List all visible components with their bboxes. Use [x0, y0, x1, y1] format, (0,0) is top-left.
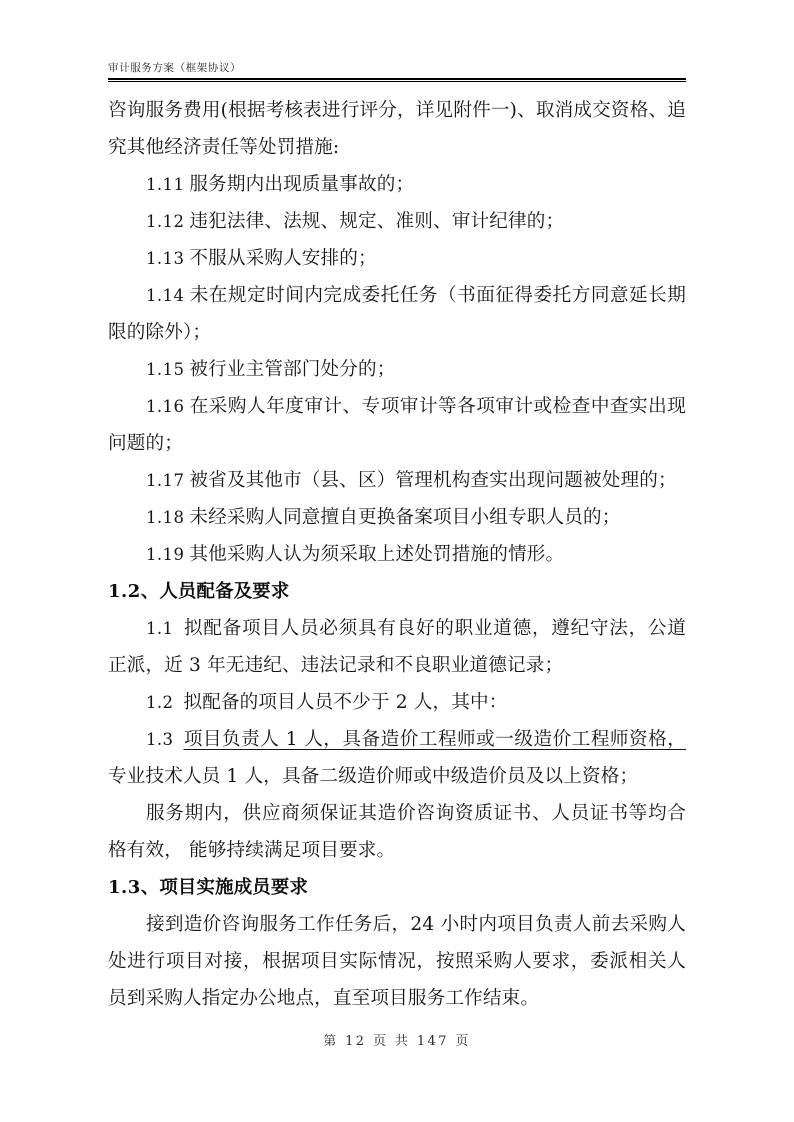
list-item-number: 1.3 [146, 730, 174, 749]
list-item-1-12 [108, 203, 686, 240]
list-item-number: 1.16 [146, 397, 185, 416]
list-item-number: 1.13 [146, 249, 185, 268]
list-item-1-15 [108, 351, 686, 388]
page-footer [0, 1030, 794, 1049]
list-item-1-17 [108, 462, 686, 499]
list-item-text: 未在规定时间内完成委托任务（书面征得委托方同意延长期限的除外）； [108, 285, 686, 343]
list-item-text: 服务期内出现质量事故的； [189, 174, 415, 195]
section-heading-number: 1.3、 [108, 877, 160, 898]
section-heading-1-3 [108, 869, 686, 906]
list-item-staffing-1-3 [108, 721, 686, 795]
list-item-text: 不服从采购人安排的； [189, 248, 377, 269]
section-heading-number: 1.2、 [108, 581, 160, 602]
list-item-staffing-1-1 [108, 610, 686, 684]
list-item-1-18 [108, 499, 686, 536]
list-item-1-16 [108, 388, 686, 462]
intro-paragraph: 咨询服务费用(根据考核表进行评分，详见附件一)、取消成交资格、追究其他经济责任等处罚措施: [108, 100, 686, 158]
list-item-1-19 [108, 536, 686, 573]
list-item-number: 1.14 [146, 286, 185, 305]
page-number-label: 第 12 页 共 147 页 [323, 1034, 471, 1049]
section-heading-title: 人员配备及要求 [159, 581, 290, 602]
implementation-paragraph: 接到造价咨询服务工作任务后，24 小时内项目负责人前去采购人处进行项目对接，根据项目实际情况，按照采购人要求，委派相关人员到采购人指定办公地点，直至项目服务工作结束。 [108, 914, 686, 1009]
list-item-underlined-text: 项目负责人 1 人，具备造价工程师或一级造价工程师资格， [183, 729, 686, 750]
list-item-number: 1.18 [146, 508, 185, 527]
list-item-staffing-1-2 [108, 684, 686, 721]
list-item-text: 专业技术人员 1 人，具备二级造价师或中级造价员及以上资格； [108, 766, 639, 787]
list-item-text: 拟配备的项目人员不少于 2 人，其中： [183, 692, 508, 713]
section-heading-title: 项目实施成员要求 [159, 877, 309, 898]
validity-paragraph: 服务期内，供应商须保证其造价咨询资质证书、人员证书等均合格有效， 能够持续满足项目要求。 [108, 803, 686, 861]
list-item-text: 被行业主管部门处分的； [189, 359, 396, 380]
list-item-text: 被省及其他市（县、区）管理机构查实出现问题被处理的； [189, 470, 677, 491]
list-item-text: 违犯法律、法规、规定、准则、审计纪律的； [189, 211, 565, 232]
list-item-text: 其他采购人认为须采取上述处罚措施的情形。 [189, 544, 565, 565]
list-item-1-11 [108, 166, 686, 203]
header-divider-rule [108, 78, 686, 82]
list-item-number: 1.12 [146, 212, 185, 231]
list-item-1-14 [108, 277, 686, 351]
list-item-number: 1.15 [146, 360, 185, 379]
list-item-number: 1.17 [146, 471, 185, 490]
list-item-1-13 [108, 240, 686, 277]
list-item-number: 1.1 [146, 619, 174, 638]
list-item-text: 未经采购人同意擅自更换备案项目小组专职人员的； [189, 507, 621, 528]
list-item-number: 1.11 [146, 175, 185, 194]
section-heading-1-2 [108, 573, 686, 610]
list-item-number: 1.19 [146, 545, 185, 564]
page-header [108, 60, 686, 82]
list-item-text: 在采购人年度审计、专项审计等各项审计或检查中查实出现问题的； [108, 396, 686, 454]
running-title: 审计服务方案（框架协议） [108, 62, 242, 74]
list-item-text: 拟配备项目人员必须具有良好的职业道德，遵纪守法，公道正派，近 3 年无违纪、违法记录和不良职业道德记录； [108, 618, 686, 676]
document-body [108, 92, 686, 1017]
list-item-number: 1.2 [146, 693, 174, 712]
